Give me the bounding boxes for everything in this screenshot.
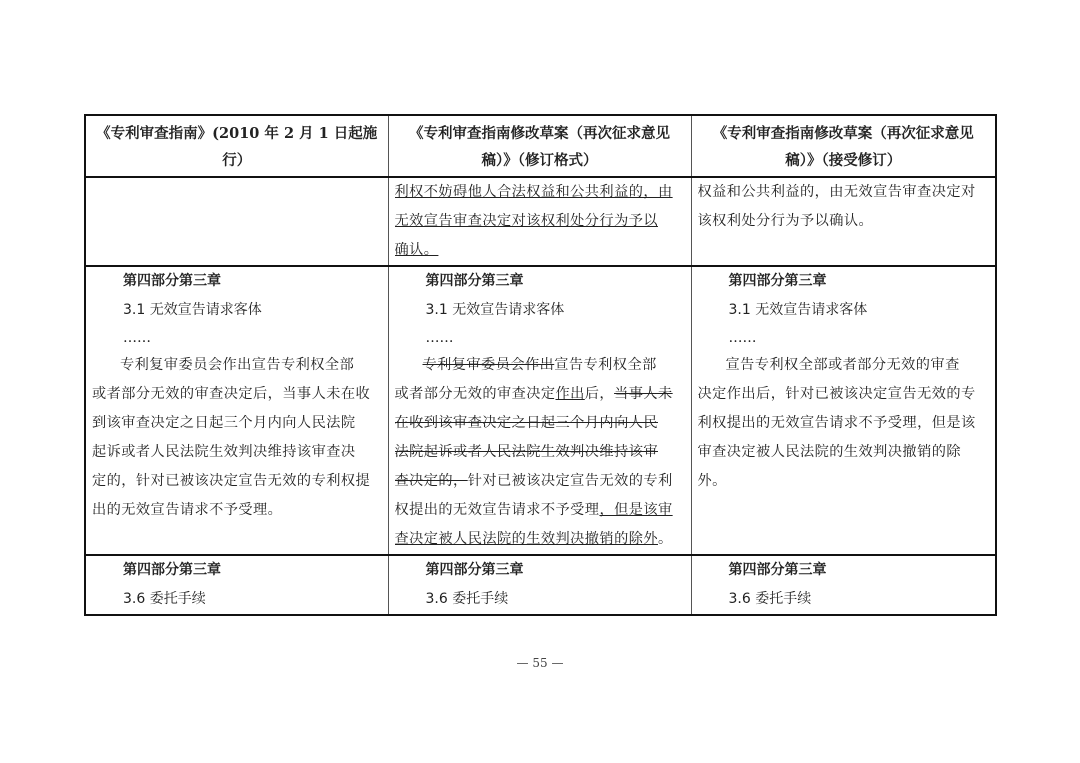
chapter-heading: 第四部分第三章	[728, 273, 827, 289]
text-line: 到该审查决定之日起三个月内向人民法院	[92, 415, 356, 431]
cell-accepted-3-6	[691, 555, 996, 615]
comparison-table	[84, 114, 997, 616]
cell-original-empty	[85, 177, 388, 266]
header-draft-accepted: 《专利审查指南修改草案（再次征求意见 稿）》（接受修订）	[691, 115, 996, 177]
header-original-guideline: 《专利审查指南》(2010 年 2 月 1 日起施行）	[85, 115, 388, 177]
chapter-heading: 第四部分第三章	[123, 273, 221, 289]
text-line: 查决定被人民法院的生效判决撤销的除外。	[394, 531, 673, 547]
ellipsis: ……	[425, 330, 454, 346]
inserted-text: 确认。	[394, 242, 439, 258]
text-line: 决定作出后，针对已被该决定宣告无效的专	[697, 386, 976, 402]
page-number: — 55 —	[516, 656, 564, 670]
inserted-text: 无效宣告审查决定对该权利处分行为予以	[394, 213, 658, 229]
cell-tracked-3-6	[388, 555, 691, 615]
text-line: 权益和公共利益的，由无效宣告审查决定对	[697, 184, 976, 200]
chapter-heading: 第四部分第三章	[425, 273, 524, 289]
text-line: 该权利处分行为予以确认。	[697, 213, 874, 229]
section-heading: 3.1 无效宣告请求客体	[728, 302, 868, 318]
text-line: 外。	[697, 473, 727, 489]
text-line: 审查决定被人民法院的生效判决撤销的除	[697, 444, 961, 460]
cell-original-3-6	[85, 555, 388, 615]
table-row	[85, 266, 996, 555]
section-heading: 3.6 委托手续	[728, 591, 812, 607]
table-row	[85, 555, 996, 615]
ellipsis: ……	[728, 330, 757, 346]
text-line: 查决定的，针对已被该决定宣告无效的专利	[394, 473, 673, 489]
text-line: 或者部分无效的审查决定后，当事人未在收	[92, 386, 371, 402]
inserted-text: ，但是该审	[599, 502, 673, 518]
text-line: 专利复审委员会作出宣告专利权全部	[120, 357, 355, 373]
ellipsis: ……	[123, 330, 151, 346]
comparison-table-container	[84, 114, 995, 616]
deleted-text: 在收到该审查决定之日起三个月内向人民	[394, 415, 658, 431]
deleted-text: 法院起诉或者人民法院生效判决维持该审	[394, 444, 658, 460]
text-line: 专利复审委员会作出宣告专利权全部	[422, 357, 657, 373]
text-line: 或者部分无效的审查决定作出后，当事人未	[394, 386, 673, 402]
section-heading: 3.1 无效宣告请求客体	[425, 302, 565, 318]
inserted-text: 作出	[555, 386, 585, 402]
deleted-text: 查决定的，	[394, 473, 468, 489]
section-heading: 3.6 委托手续	[425, 591, 509, 607]
text-line: 权提出的无效宣告请求不予受理，但是该审	[394, 502, 673, 518]
chapter-heading: 第四部分第三章	[425, 562, 524, 578]
cell-accepted-3-1	[691, 266, 996, 555]
table-header-row	[85, 115, 996, 177]
text-line: 定的，针对已被该决定宣告无效的专利权提	[92, 473, 371, 489]
text-line: 利权提出的无效宣告请求不予受理，但是该	[697, 415, 976, 431]
chapter-heading: 第四部分第三章	[728, 562, 827, 578]
deleted-text: 专利复审委员会作出	[422, 357, 555, 373]
text-line: 起诉或者人民法院生效判决维持该审查决	[92, 444, 356, 460]
table-row	[85, 177, 996, 266]
deleted-text: 当事人未	[614, 386, 673, 402]
cell-original-3-1	[85, 266, 388, 555]
inserted-text: 利权不妨碍他人合法权益和公共利益的，由	[394, 184, 673, 200]
text-line: 宣告专利权全部或者部分无效的审查	[725, 357, 960, 373]
cell-accepted-continuation	[691, 177, 996, 266]
section-heading: 3.1 无效宣告请求客体	[123, 302, 262, 318]
inserted-text: 查决定被人民法院的生效判决撤销的除外	[394, 531, 658, 547]
chapter-heading: 第四部分第三章	[123, 562, 221, 578]
cell-tracked-3-1	[388, 266, 691, 555]
text-line: 出的无效宣告请求不予受理。	[92, 502, 283, 518]
cell-tracked-continuation	[388, 177, 691, 266]
header-draft-tracked: 《专利审查指南修改草案（再次征求意见 稿）》（修订格式）	[388, 115, 691, 177]
section-heading: 3.6 委托手续	[123, 591, 206, 607]
